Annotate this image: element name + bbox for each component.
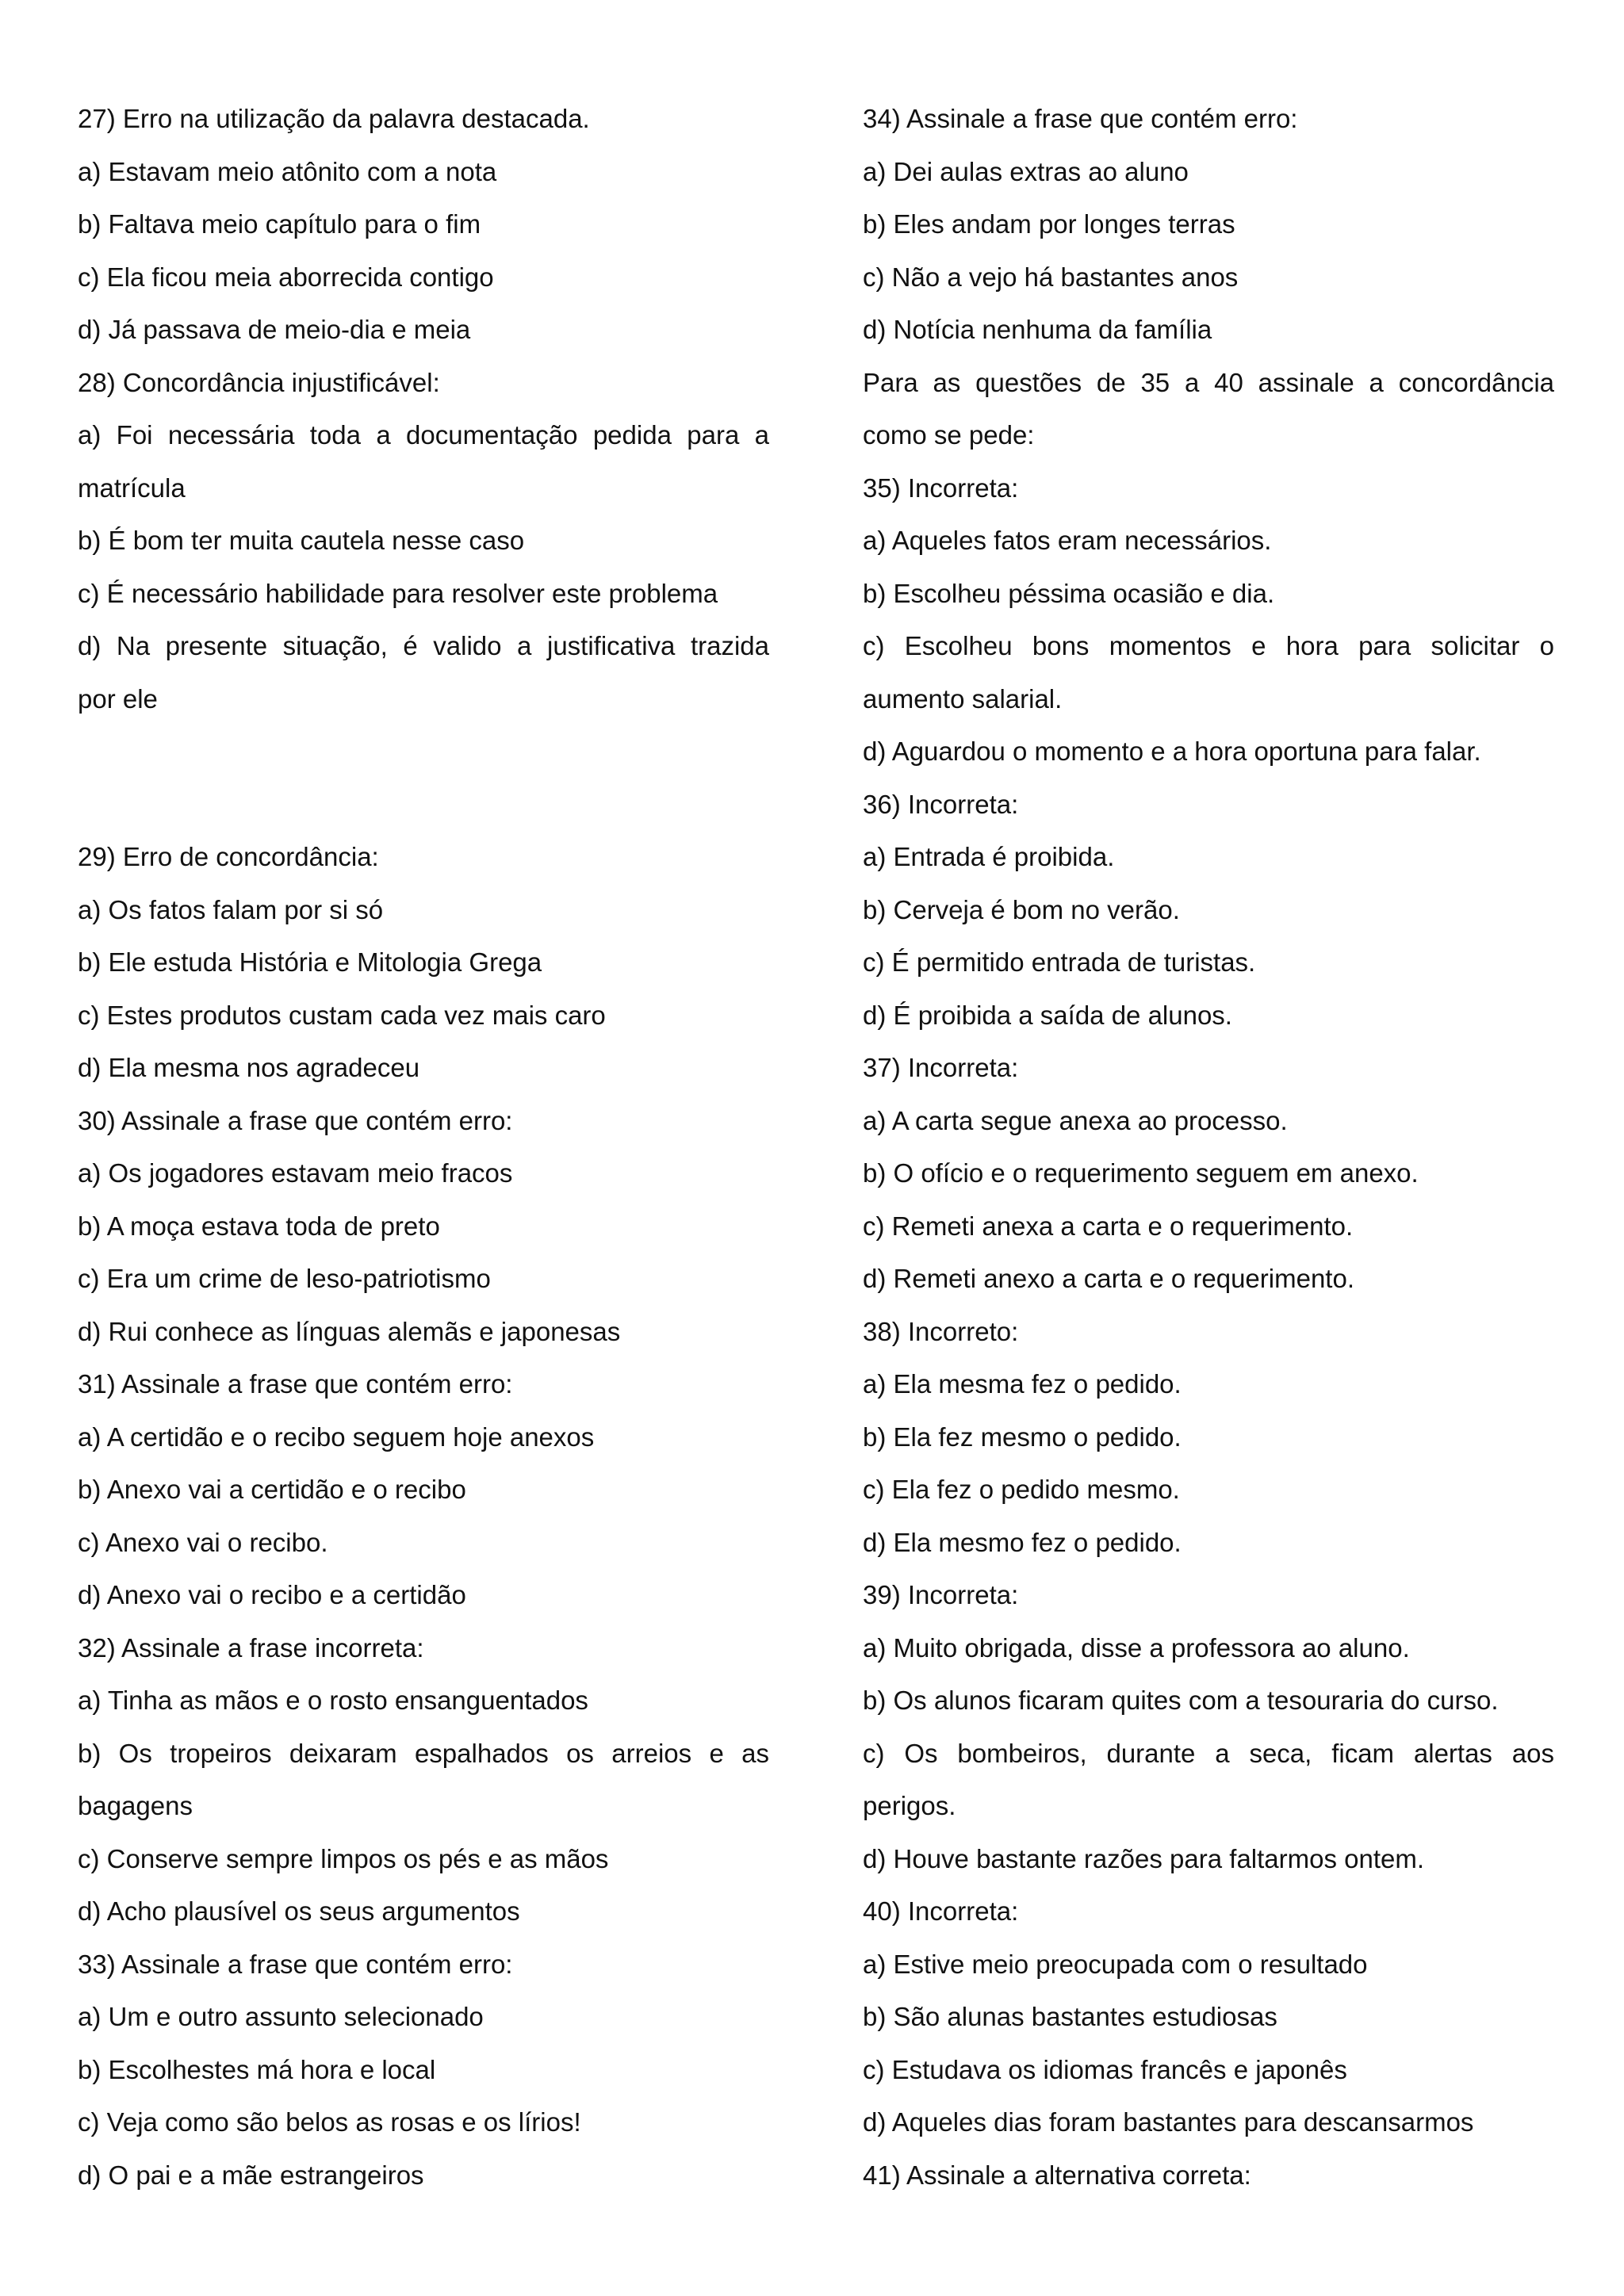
- question-28-stem: 28) Concordância injustificável:: [78, 367, 440, 397]
- question-32-option-b-line-2: bagagens: [78, 1791, 193, 1820]
- left-column: [78, 93, 769, 2202]
- question-29-stem: 29) Erro de concordância:: [78, 842, 379, 871]
- question-39-option-c-line-1: c) Os bombeiros, durante a seca, ficam alertas aos: [863, 1738, 1554, 1768]
- question-34-option-d: d) Notícia nenhuma da família: [863, 315, 1212, 344]
- question-38-stem: 38) Incorreto:: [863, 1316, 1019, 1346]
- question-27-option-b: b) Faltava meio capítulo para o fim: [78, 209, 481, 239]
- question-28-option-a-line-1: a) Foi necessária toda a documentação pedida para a: [78, 420, 769, 450]
- blank-space: [78, 725, 769, 831]
- question-32-option-a: a) Tinha as mãos e o rosto ensanguentados: [78, 1686, 588, 1715]
- question-38-option-c: c) Ela fez o pedido mesmo.: [863, 1475, 1180, 1504]
- question-40-option-b: b) São alunas bastantes estudiosas: [863, 2002, 1277, 2031]
- question-30-option-c: c) Era um crime de leso-patriotismo: [78, 1264, 491, 1293]
- question-37-option-c: c) Remeti anexa a carta e o requerimento.: [863, 1211, 1354, 1241]
- question-27-option-d: d) Já passava de meio-dia e meia: [78, 315, 471, 344]
- question-27-option-a: a) Estavam meio atônito com a nota: [78, 156, 497, 186]
- question-28-option-a-line-2: matrícula: [78, 473, 186, 503]
- question-30-option-a: a) Os jogadores estavam meio fracos: [78, 1158, 513, 1188]
- question-34-option-b: b) Eles andam por longes terras: [863, 209, 1235, 239]
- question-31-option-d: d) Anexo vai o recibo e a certidão: [78, 1580, 466, 1609]
- question-40-option-c: c) Estudava os idiomas francês e japonês: [863, 2054, 1347, 2084]
- question-33-option-d: d) O pai e a mãe estrangeiros: [78, 2160, 424, 2190]
- question-40-stem: 40) Incorreta:: [863, 1896, 1019, 1926]
- question-31-option-b: b) Anexo vai a certidão e o recibo: [78, 1475, 466, 1504]
- question-40-option-d: d) Aqueles dias foram bastantes para descansarmos: [863, 2107, 1474, 2137]
- question-36-option-d: d) É proibida a saída de alunos.: [863, 1000, 1232, 1030]
- question-38-option-b: b) Ela fez mesmo o pedido.: [863, 1422, 1182, 1452]
- question-41-stem: 41) Assinale a alternativa correta:: [863, 2160, 1251, 2190]
- question-37-stem: 37) Incorreta:: [863, 1053, 1019, 1082]
- instructions-line-2: como se pede:: [863, 420, 1035, 450]
- question-33-option-c: c) Veja como são belos as rosas e os lírios!: [78, 2107, 581, 2137]
- question-39-stem: 39) Incorreta:: [863, 1580, 1019, 1609]
- instructions-line-1: Para as questões de 35 a 40 assinale a concordância: [863, 367, 1554, 397]
- question-35-option-b: b) Escolheu péssima ocasião e dia.: [863, 578, 1275, 608]
- question-38-option-d: d) Ela mesmo fez o pedido.: [863, 1527, 1182, 1557]
- right-column: [863, 93, 1554, 2202]
- question-37-option-d: d) Remeti anexo a carta e o requerimento.: [863, 1264, 1354, 1293]
- question-28-option-d-line-1: d) Na presente situação, é valido a justificativa trazida: [78, 631, 769, 660]
- question-35-stem: 35) Incorreta:: [863, 473, 1019, 503]
- question-39-option-a: a) Muito obrigada, disse a professora ao aluno.: [863, 1632, 1410, 1663]
- question-32-option-d: d) Acho plausível os seus argumentos: [78, 1896, 520, 1926]
- question-32-stem: 32) Assinale a frase incorreta:: [78, 1632, 424, 1663]
- question-35-option-d: d) Aguardou o momento e a hora oportuna para falar.: [863, 737, 1481, 766]
- question-40-option-a: a) Estive meio preocupada com o resultado: [863, 1949, 1368, 1979]
- question-31-stem: 31) Assinale a frase que contém erro:: [78, 1369, 513, 1399]
- question-29-option-c: c) Estes produtos custam cada vez mais caro: [78, 1000, 606, 1030]
- question-37-option-b: b) O ofício e o requerimento seguem em anexo.: [863, 1158, 1419, 1188]
- question-27-stem: 27) Erro na utilização da palavra destacada.: [78, 104, 590, 133]
- question-34-option-c: c) Não a vejo há bastantes anos: [863, 262, 1239, 292]
- question-31-option-c: c) Anexo vai o recibo.: [78, 1527, 328, 1557]
- question-35-option-a: a) Aqueles fatos eram necessários.: [863, 526, 1272, 555]
- question-34-option-a: a) Dei aulas extras ao aluno: [863, 156, 1189, 186]
- question-30-stem: 30) Assinale a frase que contém erro:: [78, 1105, 513, 1135]
- question-35-option-c-line-2: aumento salarial.: [863, 683, 1063, 714]
- question-39-option-d: d) Houve bastante razões para faltarmos ontem.: [863, 1843, 1425, 1873]
- question-34-stem: 34) Assinale a frase que contém erro:: [863, 104, 1298, 133]
- question-30-option-b: b) A moça estava toda de preto: [78, 1211, 440, 1241]
- question-36-option-c: c) É permitido entrada de turistas.: [863, 947, 1256, 977]
- question-29-option-b: b) Ele estuda História e Mitologia Grega: [78, 947, 542, 977]
- question-28-option-b: b) É bom ter muita cautela nesse caso: [78, 526, 525, 555]
- question-36-stem: 36) Incorreta:: [863, 789, 1019, 819]
- question-37-option-a: a) A carta segue anexa ao processo.: [863, 1105, 1288, 1135]
- question-32-option-b-line-1: b) Os tropeiros deixaram espalhados os arreios e as: [78, 1738, 769, 1768]
- question-38-option-a: a) Ela mesma fez o pedido.: [863, 1369, 1182, 1399]
- question-39-option-b: b) Os alunos ficaram quites com a tesouraria do curso.: [863, 1686, 1499, 1715]
- question-33-stem: 33) Assinale a frase que contém erro:: [78, 1949, 513, 1979]
- question-27-option-c: c) Ela ficou meia aborrecida contigo: [78, 262, 494, 292]
- question-28-option-c: c) É necessário habilidade para resolver este problema: [78, 578, 718, 608]
- question-31-option-a: a) A certidão e o recibo seguem hoje anexos: [78, 1422, 595, 1452]
- question-36-option-b: b) Cerveja é bom no verão.: [863, 894, 1180, 924]
- question-33-option-a: a) Um e outro assunto selecionado: [78, 2002, 484, 2031]
- question-39-option-c-line-2: perigos.: [863, 1791, 956, 1820]
- question-30-option-d: d) Rui conhece as línguas alemãs e japonesas: [78, 1316, 621, 1346]
- question-29-option-a: a) Os fatos falam por si só: [78, 894, 384, 924]
- question-29-option-d: d) Ela mesma nos agradeceu: [78, 1053, 420, 1082]
- question-32-option-c: c) Conserve sempre limpos os pés e as mãos: [78, 1843, 609, 1873]
- question-28-option-d-line-2: por ele: [78, 683, 158, 714]
- question-36-option-a: a) Entrada é proibida.: [863, 842, 1115, 871]
- question-33-option-b: b) Escolhestes má hora e local: [78, 2054, 436, 2084]
- question-35-option-c-line-1: c) Escolheu bons momentos e hora para solicitar o: [863, 631, 1554, 660]
